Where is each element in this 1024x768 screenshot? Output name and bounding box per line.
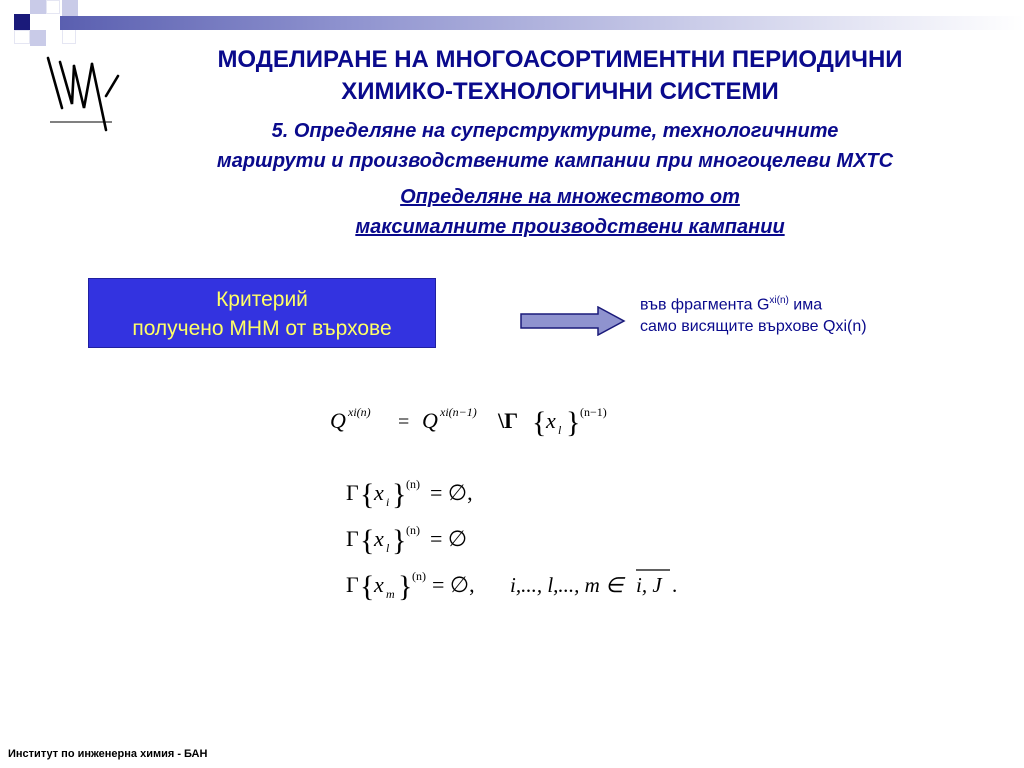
equation-1 (330, 405, 607, 439)
eq-brace: } (566, 406, 581, 439)
decor-square (46, 0, 60, 14)
page-title (120, 44, 1000, 108)
eq-brace: } (392, 478, 407, 511)
heading-line: Определяне на множеството от (400, 186, 740, 208)
subtitle-line: 5. Определяне на суперструктурите, технологичните (271, 120, 839, 142)
title-line: МОДЕЛИРАНЕ НА МНОГОАСОРТИМЕНТНИ ПЕРИОДИЧНИ (217, 46, 903, 73)
eq-superscript: xi(n−1) (440, 405, 477, 419)
equation-3 (346, 523, 467, 557)
eq-symbol: = ∅, (432, 572, 475, 597)
eq-symbol: Γ (346, 480, 359, 505)
eq-brace: } (398, 570, 413, 603)
eq-symbol: Γ (346, 526, 359, 551)
section-heading (250, 182, 890, 242)
eq-superscript: (n) (406, 523, 420, 537)
eq-brace: { (532, 406, 547, 439)
eq-superscript: (n−1) (580, 405, 607, 419)
decor-square (62, 28, 76, 44)
equation-4 (346, 569, 677, 603)
equations (320, 390, 720, 610)
eq-range: i,..., l,..., m ∈ (510, 573, 624, 597)
right-arrow-icon (520, 306, 626, 336)
subtitle-line: маршрути и производствените кампании при многоцелеви МХТС (216, 150, 894, 172)
eq-symbol: = ∅ (430, 526, 468, 551)
eq-subscript: l (558, 423, 562, 437)
criterion-box (88, 278, 436, 348)
note-text: само висящите върхове Qxi(n) (640, 318, 867, 336)
eq-brace: { (360, 570, 375, 603)
eq-symbol: = (398, 411, 410, 433)
eq-symbol: Q (330, 408, 346, 433)
eq-symbol: x (374, 526, 384, 551)
decor-square (14, 30, 30, 44)
eq-superscript: xi(n) (348, 405, 371, 419)
header-gradient-bar (60, 16, 1024, 30)
heading-line: максималните производствени кампании (355, 216, 785, 238)
decor-square (62, 0, 78, 16)
eq-symbol: x (374, 572, 384, 597)
decor-square (30, 30, 46, 46)
eq-symbol: = ∅, (430, 480, 473, 505)
eq-symbol: \Γ (498, 408, 519, 433)
eq-subscript: l (386, 541, 390, 555)
decor-square (14, 14, 30, 30)
footer-institute: Институт по инженерна химия - БАН (8, 748, 208, 760)
eq-symbol: . (672, 573, 678, 597)
criterion-line: Критерий (216, 288, 308, 311)
note-superscript: xi(n) (769, 295, 789, 306)
note-text: има (788, 296, 823, 314)
eq-symbol: x (374, 480, 384, 505)
eq-subscript: m (386, 587, 395, 601)
eq-subscript: i (386, 495, 390, 509)
criterion-line: получено МНМ от върхове (132, 317, 392, 340)
note-text: във фрагмента G (640, 296, 770, 314)
eq-brace: } (392, 524, 407, 557)
eq-symbol: Q (422, 408, 438, 433)
eq-brace: { (360, 524, 375, 557)
eq-symbol: Γ (346, 572, 359, 597)
eq-range-set: i, J (636, 573, 662, 597)
eq-superscript: (n) (412, 569, 426, 583)
equation-2 (346, 477, 473, 511)
criterion-note (640, 290, 1010, 338)
page-subtitle (100, 116, 1010, 176)
eq-brace: { (360, 478, 375, 511)
title-line: ХИМИКО-ТЕХНОЛОГИЧНИ СИСТЕМИ (341, 78, 779, 105)
decor-square (30, 0, 46, 14)
eq-symbol: x (546, 408, 556, 433)
eq-superscript: (n) (406, 477, 420, 491)
